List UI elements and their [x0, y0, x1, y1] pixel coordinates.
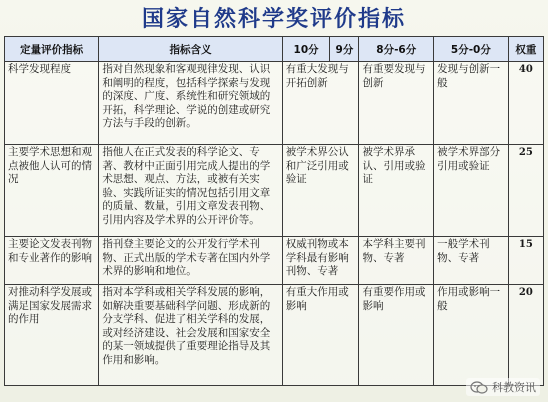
indicator-cell: 主要学术思想和观点被他人认可的情况	[5, 145, 99, 237]
header-score-5-0: 5分-0分	[434, 37, 509, 62]
weight-cell: 20	[508, 285, 543, 386]
score-5-0-cell: 作用或影响一般	[434, 285, 509, 386]
score-8-6-cell: 有重要作用或影响	[359, 285, 434, 386]
header-score-9: 9分	[330, 37, 359, 62]
weight-cell: 15	[508, 237, 543, 285]
watermark	[466, 378, 540, 396]
table-row	[5, 62, 544, 145]
evaluation-table	[4, 36, 544, 386]
wechat-icon	[470, 381, 488, 394]
score-8-6-cell: 本学科主要刊物、专著	[359, 237, 434, 285]
table-row	[5, 285, 544, 386]
meaning-cell: 指刊登主要论文的公开发行学术刊物、正式出版的学术专著在国内外学术界的影响和地位。	[99, 237, 282, 285]
score-10-9-cell: 有重大发现与开拓创新	[282, 62, 359, 145]
header-score-10: 10分	[282, 37, 330, 62]
page-title: 国家自然科学奖评价指标	[141, 7, 406, 32]
meaning-cell: 指他人在正式发表的科学论文、专著、教材中正面引用完成人提出的学术思想、观点、方法，或被有关实验、实践所证实的情况包括引用文章的质量、数量，引用文章发表刊物、引用内容及学术界的公开评价等。	[99, 145, 282, 237]
score-5-0-cell: 被学术界部分引用或验证	[434, 145, 509, 237]
weight-cell: 40	[508, 62, 543, 145]
header-indicator: 定量评价指标	[5, 37, 99, 62]
score-8-6-cell: 有重要发现与创新	[359, 62, 434, 145]
meaning-cell: 指对本学科或相关学科发展的影响，如解决重要基础科学问题、形成新的分支学科、促进了相关学科的发展，或对经济建设、社会发展和国家安全的某一领域提供了重要理论指导及其作用和影响。	[99, 285, 282, 386]
indicator-cell: 对推动科学发展或满足国家发展需求的作用	[5, 285, 99, 386]
score-8-6-cell: 被学术界承认、引用或验证	[359, 145, 434, 237]
table-header-row	[5, 37, 544, 62]
indicator-cell: 科学发现程度	[5, 62, 99, 145]
score-10-9-cell: 权威刊物或本学科最有影响刊物、专著	[282, 237, 359, 285]
score-5-0-cell: 一般学术刊物、专著	[434, 237, 509, 285]
header-weight: 权重	[508, 37, 543, 62]
table-row	[5, 237, 544, 285]
table-row	[5, 145, 544, 237]
header-score-8-6: 8分-6分	[359, 37, 434, 62]
watermark-text: 科教资讯	[492, 381, 536, 394]
score-10-9-cell: 有重大作用或影响	[282, 285, 359, 386]
indicator-cell: 主要论文发表刊物和专业著作的影响	[5, 237, 99, 285]
meaning-cell: 指对自然现象和客观现律发现、认识和阐明的程度，包括科学探索与发现的深度、广度、系统性和研究领域的开拓，科学理论、学说的创建或研究方法与手段的创新。	[99, 62, 282, 145]
weight-cell: 25	[508, 145, 543, 237]
header-meaning: 指标含义	[99, 37, 282, 62]
score-5-0-cell: 发现与创新一般	[434, 62, 509, 145]
score-10-9-cell: 被学术界公认和广泛引用或验证	[282, 145, 359, 237]
